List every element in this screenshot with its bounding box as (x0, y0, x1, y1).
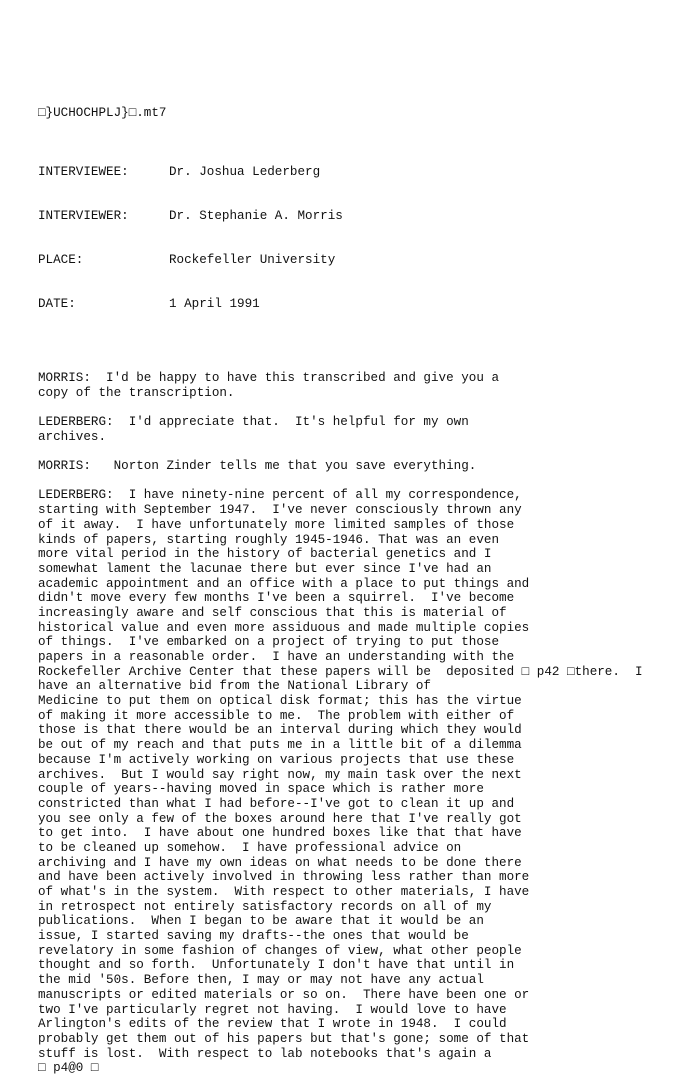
transcript-line: historical value and even more assiduous and made multiple copies (38, 620, 530, 635)
transcript-line: because I'm actively working on various projects that use these (38, 752, 515, 767)
header-value: 1 April 1991 (169, 297, 260, 312)
transcript-line: more vital period in the history of bacterial genetics and I (38, 547, 492, 562)
header-label: INTERVIEWER: (38, 209, 129, 224)
file-name: □}UCHOCHPLJ}□.mt7 (38, 106, 167, 121)
transcript-body (38, 371, 688, 1076)
transcript-line: didn't move every few months I've been a squirrel. I've become (38, 591, 515, 606)
transcript-line: thought and so forth. Unfortunately I don't have that until in (38, 958, 515, 973)
transcript-line: couple of years--having moved in space which is rather more (38, 782, 484, 797)
header-label: INTERVIEWEE: (38, 165, 129, 180)
transcript-line: revelatory in some fashion of changes of view, what other people (38, 943, 522, 958)
header-row-interviewee (38, 165, 688, 180)
header-value: Rockefeller University (169, 253, 336, 268)
transcript-line: copy of the transcription. (38, 385, 235, 400)
header-label: PLACE: (38, 253, 84, 268)
transcript-line: of making it more accessible to me. The problem with either of (38, 708, 515, 723)
transcript-line: archives. (38, 429, 107, 444)
transcript-line: to be cleaned up somehow. I have professional advice on (38, 840, 462, 855)
transcript-line: two I've particularly regret not having. I would love to have (38, 1002, 507, 1017)
transcript-line: starting with September 1947. I've never consciously thrown any (38, 503, 522, 518)
transcript-line: stuff is lost. With respect to lab notebooks that's again a (38, 1046, 492, 1061)
transcript-line: academic appointment and an office with a place to put things and (38, 576, 530, 591)
transcript-line: those is that there would be an interval during which they would (38, 723, 522, 738)
transcript-line: of what's in the system. With respect to other materials, I have (38, 885, 530, 900)
transcript-paragraph (38, 459, 688, 474)
transcript-paragraph (38, 415, 688, 444)
transcript-line: and have been actively involved in throwing less rather than more (38, 870, 530, 885)
transcript-line: to get into. I have about one hundred boxes like that that have (38, 826, 522, 841)
transcript-line: MORRIS: I'd be happy to have this transcribed and give you a (38, 370, 500, 385)
transcript-paragraph (38, 371, 688, 400)
transcript-line: papers in a reasonable order. I have an understanding with the (38, 650, 515, 665)
transcript-line: of things. I've embarked on a project of trying to put those (38, 635, 500, 650)
transcript-line: archives. But I would say right now, my main task over the next (38, 767, 522, 782)
transcript-line: in retrospect not entirely satisfactory records on all of my (38, 899, 492, 914)
transcript-line: be out of my reach and that puts me in a little bit of a dilemma (38, 738, 522, 753)
header-value: Dr. Stephanie A. Morris (169, 209, 343, 224)
transcript-line: probably get them out of his papers but that's gone; some of that (38, 1031, 530, 1046)
transcript-line: constricted than what I had before--I've got to clean it up and (38, 796, 515, 811)
transcript-line: Arlington's edits of the review that I wrote in 1948. I could (38, 1017, 507, 1032)
transcript-page (38, 77, 688, 1091)
transcript-line: publications. When I began to be aware that it would be an (38, 914, 484, 929)
transcript-line: of it away. I have unfortunately more limited samples of those (38, 517, 515, 532)
transcript-line: somewhat lament the lacunae there but ever since I've had an (38, 561, 492, 576)
header-row-date (38, 297, 688, 312)
transcript-paragraph (38, 488, 688, 1076)
header-row-interviewer (38, 209, 688, 224)
header-label: DATE: (38, 297, 76, 312)
transcript-line: Medicine to put them on optical disk format; this has the virtue (38, 694, 522, 709)
transcript-line: MORRIS: Norton Zinder tells me that you save everything. (38, 459, 477, 474)
transcript-line: the mid '50s. Before then, I may or may not have any actual (38, 973, 484, 988)
transcript-line: archiving and I have my own ideas on what needs to be done there (38, 855, 522, 870)
transcript-line: LEDERBERG: I have ninety-nine percent of all my correspondence, (38, 488, 522, 503)
transcript-line: kinds of papers, starting roughly 1945-1946. That was an even (38, 532, 500, 547)
transcript-line: increasingly aware and self conscious that this is material of (38, 605, 507, 620)
transcript-line: □ p4@0 □ (38, 1061, 99, 1076)
header-row-place (38, 253, 688, 268)
transcript-line: manuscripts or edited materials or so on. There have been one or (38, 987, 530, 1002)
transcript-line: you see only a few of the boxes around here that I've really got (38, 811, 522, 826)
transcript-line: issue, I started saving my drafts--the ones that would be (38, 929, 469, 944)
transcript-line: Rockefeller Archive Center that these papers will be deposited □ p42 □there. I (38, 664, 643, 679)
header-value: Dr. Joshua Lederberg (169, 165, 321, 180)
transcript-line: LEDERBERG: I'd appreciate that. It's helpful for my own (38, 415, 469, 430)
transcript-line: have an alternative bid from the National Library of (38, 679, 431, 694)
